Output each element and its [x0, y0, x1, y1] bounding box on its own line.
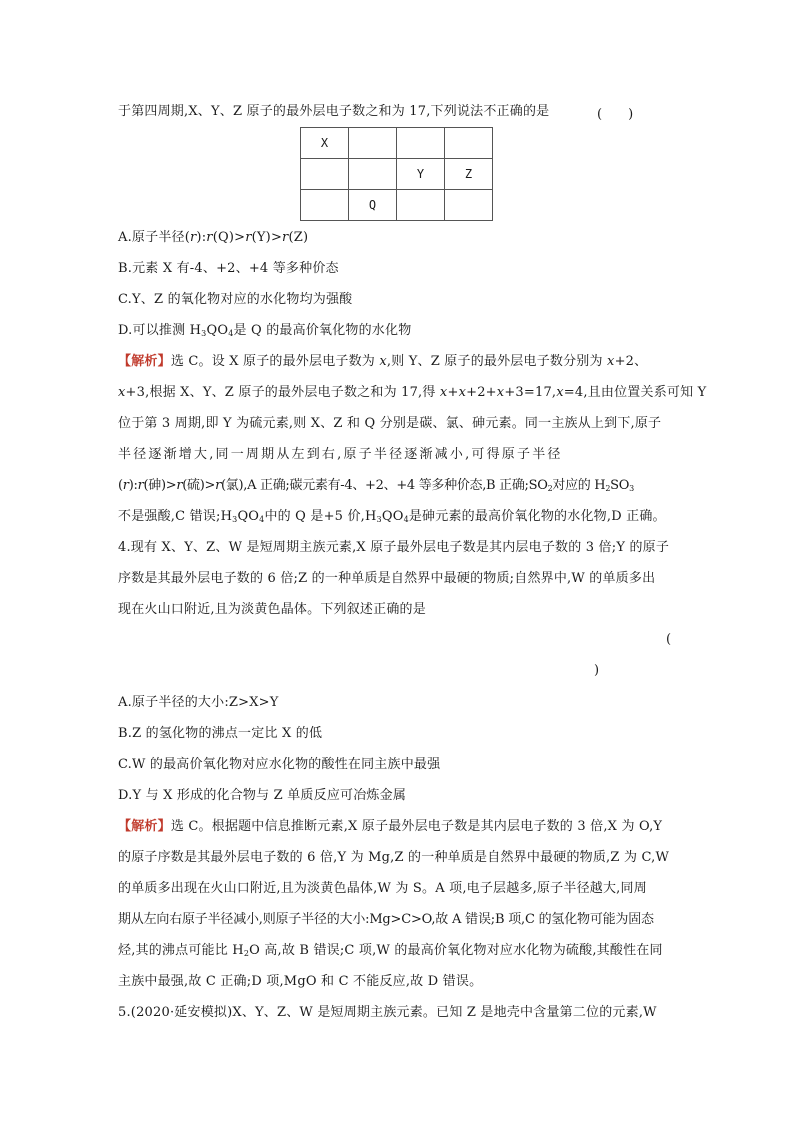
q3-answer-paren: ( )	[597, 107, 634, 122]
q3-option-b: B.元素 X 有-4、+2、+4 等多种价态	[118, 261, 339, 276]
table-cell: X	[301, 128, 349, 159]
table-cell	[301, 159, 349, 190]
q3-stem: 于第四周期,X、Y、Z 原子的最外层电子数之和为 17,下列说法不正确的是	[118, 104, 550, 119]
q4-answer-paren-close: )	[594, 663, 600, 678]
table-row	[301, 190, 493, 221]
table-cell: Q	[349, 190, 397, 221]
q4-option-a: A.原子半径的大小:Z>X>Y	[118, 695, 279, 710]
q4-stem-line-3: 现在火山口附近,且为淡黄色晶体。下列叙述正确的是	[118, 602, 426, 617]
table-cell	[397, 128, 445, 159]
table-cell	[301, 190, 349, 221]
q4-answer-paren-open: (	[666, 632, 672, 647]
q3-analysis-line-5: (r):r(砷)>r(硫)>r(氯),A 正确;碳元素有-4、+2、+4 等多种价态,B 正确$;SO_2$对应的 $H_2SO_3$	[118, 478, 634, 493]
table-cell	[397, 190, 445, 221]
q3-analysis-line-3: 位于第 3 周期,即 Y 为硫元素,则 X、Z 和 Q 分别是碳、氯、砷元素。同一主族从上到下,原子	[118, 416, 662, 431]
q3-option-d: D.可以推测 $H_3QO_4$是 Q 的最高价氧化物的水化物	[118, 323, 412, 338]
q4-option-b: B.Z 的氢化物的沸点一定比 X 的低	[118, 726, 323, 741]
q4-stem-line-2: 序数是其最外层电子数的 6 倍;Z 的一种单质是自然界中最硬的物质;自然界中,W 的单质多出	[118, 571, 656, 586]
q4-analysis-line-1: 【解析】选 C。根据题中信息推断元素,X 原子最外层电子数是其内层电子数的 3 倍,X 为 O,Y	[118, 819, 663, 834]
analysis-label: 【解析】	[118, 354, 171, 369]
table-cell	[349, 159, 397, 190]
table-cell	[349, 128, 397, 159]
q3-analysis-line-1: 【解析】选 C。设 X 原子的最外层电子数为 x,则 Y、Z 原子的最外层电子数分别为 x+2、	[118, 354, 648, 369]
table-cell	[445, 128, 493, 159]
q3-analysis-line-2: x+3,根据 X、Y、Z 原子的最外层电子数之和为 17,得 x+x+2+x+3=17,x=4,且由位置关系可知 Y	[118, 385, 707, 400]
q3-analysis-line-6: 不是强酸,C 错误$;H_3QO_4$中的 Q 是+5 价$,H_3QO_4$是砷元素的最高价氧化物的水化物,D 正确。	[118, 509, 666, 524]
q4-option-d: D.Y 与 X 形成的化合物与 Z 单质反应可冶炼金属	[118, 788, 407, 803]
q3-option-a: A.原子半径(r):r(Q)>r(Y)>r(Z)	[118, 230, 309, 245]
q4-stem-line-1: 4.现有 X、Y、Z、W 是短周期主族元素,X 原子最外层电子数是其内层电子数的 3 倍;Y 的原子	[118, 540, 670, 555]
q3-option-c: C.Y、Z 的氧化物对应的水化物均为强酸	[118, 292, 353, 307]
q4-option-c: C.W 的最高价氧化物对应水化物的酸性在同主族中最强	[118, 757, 441, 772]
table-row	[301, 128, 493, 159]
analysis-label: 【解析】	[118, 819, 171, 834]
q4-analysis-line-3: 的单质多出现在火山口附近,且为淡黄色晶体,W 为 S。A 项,电子层越多,原子半径越大,同周	[118, 881, 647, 896]
table-row	[301, 159, 493, 190]
q5-stem-line-1: 5.(2020·延安模拟)X、Y、Z、W 是短周期主族元素。已知 Z 是地壳中含量第二位的元素,W	[118, 1005, 657, 1020]
q4-analysis-line-5: 烃,其的沸点可能比 $H_2O$ 高,故 B 错误;C 项,W 的最高价氧化物对应水化物为硫酸,其酸性在同	[118, 943, 663, 958]
q4-analysis-line-2: 的原子序数是其最外层电子数的 6 倍,Y 为 Mg,Z 的一种单质是自然界中最硬的物质,Z 为 C,W	[118, 850, 670, 865]
table-cell: Y	[397, 159, 445, 190]
q4-analysis-line-4: 期从左向右原子半径减小,则原子半径的大小:Mg>C>O,故 A 错误;B 项,C 的氢化物可能为固态	[118, 912, 654, 927]
table-cell	[445, 190, 493, 221]
table-cell: Z	[445, 159, 493, 190]
q4-analysis-line-6: 主族中最强,故 C 正确;D 项,MgO 和 C 不能反应,故 D 错误。	[118, 974, 483, 989]
periodic-table-fragment	[300, 127, 493, 221]
q3-analysis-line-4: 半径逐渐增大,同一周期从左到右,原子半径逐渐减小,可得原子半径	[118, 447, 563, 462]
